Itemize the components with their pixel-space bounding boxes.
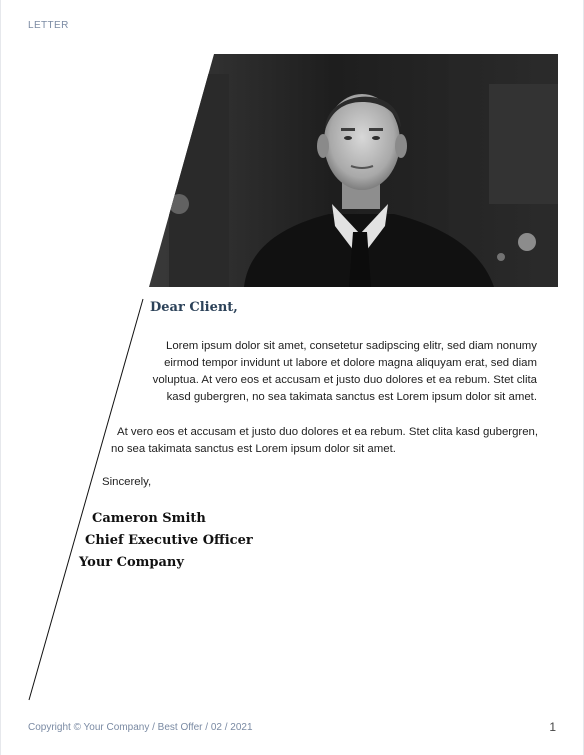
paragraph-line: eirmod tempor invidunt ut labore et dolore magna aliquyam erat, sed diam [164, 357, 537, 369]
letter-greeting: Dear Client, [150, 300, 238, 315]
signature-company: Your Company [79, 555, 184, 570]
paragraph-line: Lorem ipsum dolor sit amet, consetetur sadipscing elitr, sed diam nonumy [165, 340, 537, 352]
signature-title: Chief Executive Officer [85, 533, 253, 548]
paragraph-line: voluptua. At vero eos et accusam et justo duo dolores et ea rebum. Stet clita [152, 374, 537, 386]
footer-copyright: Copyright © Your Company / Best Offer / 02 / 2021 [28, 722, 253, 733]
letter-paragraph-1 [125, 338, 537, 406]
signature-name: Cameron Smith [92, 511, 206, 526]
letter-paragraph-2 [111, 424, 538, 458]
paragraph-line: kasd gubergren, no sea takimata sanctus est Lorem ipsum dolor sit amet. [166, 391, 537, 403]
paragraph-line: no sea takimata sanctus est Lorem ipsum dolor sit amet. [111, 443, 396, 455]
header-label: LETTER [28, 20, 69, 31]
page-number: 1 [549, 720, 556, 734]
letter-closing: Sincerely, [102, 476, 152, 488]
paragraph-line: At vero eos et accusam et justo duo dolores et ea rebum. Stet clita kasd gubergren, [117, 426, 539, 438]
